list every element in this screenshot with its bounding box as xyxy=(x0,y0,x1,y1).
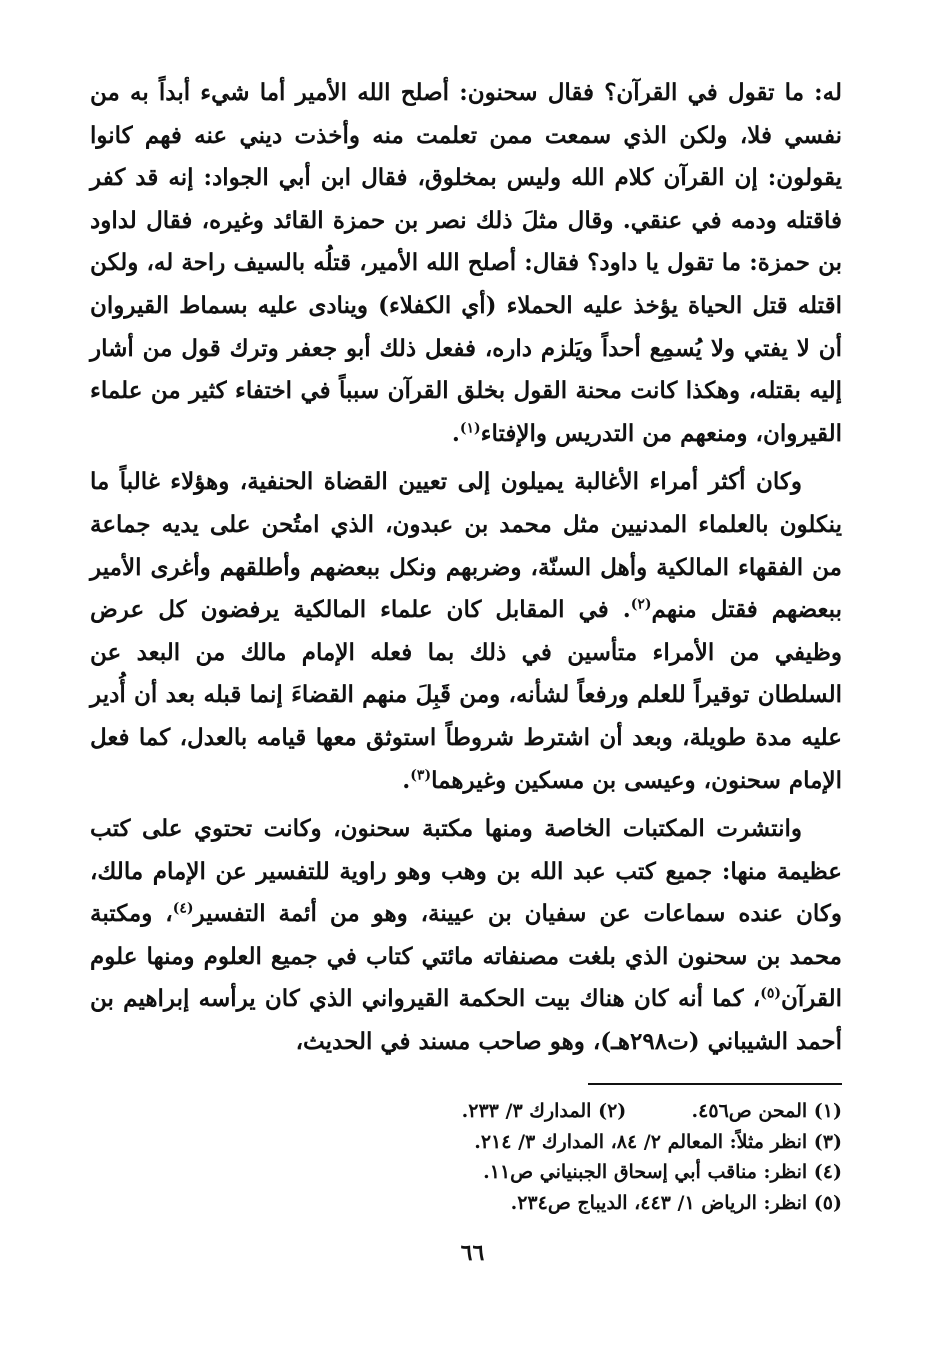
paragraph-text: . في المقابل كان علماء المالكية يرفضون كل عرض وظيفي من الأمراء متأسين في ذلك بما فعله الإمام مالك من البعد عن السلطان توقيراً للعلم ورفعاً لشأنه، ومن قَبِلَ منهم القضاءَ إنما قبله بعد أن أُدير عليه مدة طويلة، وبعد أن اشترط شروطاً استوثق معها قيامه بالعدل، كما فعل الإمام سحنون، وعيسى بن مسكين وغيرهما xyxy=(90,596,842,794)
footnote-text: المحن ص٤٥٦. xyxy=(691,1100,808,1122)
footnotes xyxy=(300,1096,842,1218)
paragraph-end: . xyxy=(451,419,460,447)
footnote-number: (٢) xyxy=(598,1100,627,1122)
footnote-separator xyxy=(588,1083,842,1085)
footnote-text: انظر مثلاً: المعالم ٢/ ٨٤، المدارك ٣/ ٢١٤. xyxy=(474,1130,808,1153)
paragraph-1 xyxy=(90,72,842,455)
footnote-row-3 xyxy=(300,1127,842,1158)
footnote-number: (١) xyxy=(813,1100,842,1122)
paragraph-3 xyxy=(90,808,842,1064)
paragraph-text: له: ما تقول في القرآن؟ فقال سحنون: أصلح الله الأمير أما شيء أبداً به من نفسي فلا، ولكن الذي سمعت ممن تعلمت منه وأخذت ديني عنه فهم كانوا يقولون: إن القرآن كلام الله وليس بمخلوق، فقال ابن أبي الجواد: إنه قد كفر فاقتله ودمه في عنقي. وقال مثلَ ذلك نصر بن حمزة القائد وغيره، فقال لداود بن حمزة: ما تقول يا داود؟ فقال: أصلح الله الأمير، قتلُه بالسيف راحة له، ولكن اقتله قتل الحياة يؤخذ عليه الحملاء (أي الكفلاء) وينادى عليه بسماط القيروان أن لا يفتي ولا يُسمِع أحداً ويَلزم داره، ففعل ذلك أبو جعفر وترك قول من أشار إليه بقتله، وهكذا كانت محنة القول بخلق القرآن سبباً في اختفاء كثير من علماء القيروان، ومنعهم من التدريس والإفتاء xyxy=(90,79,842,447)
paragraph-text: ، ومكتبة محمد بن سحنون الذي بلغت مصنفاته مائتي كتاب في جميع العلوم ومنها علوم القرآن xyxy=(90,900,842,1013)
footnote-ref: (٥) xyxy=(760,985,781,1002)
footnote-row-4 xyxy=(300,1157,842,1188)
footnote-row-5 xyxy=(300,1188,842,1219)
footnote-number: (٣) xyxy=(813,1130,842,1153)
footnote-ref: (٤) xyxy=(172,900,194,917)
page-number: ٦٦ xyxy=(460,1240,485,1266)
footnote-row-1-2 xyxy=(300,1096,842,1127)
footnote-ref: (٣) xyxy=(410,766,432,783)
footnote-number: (٤) xyxy=(813,1161,842,1183)
footnote-number: (٥) xyxy=(813,1191,842,1214)
main-text xyxy=(90,72,842,1064)
paragraph-text: وانتشرت المكتبات الخاصة ومنها مكتبة سحنون، وكانت تحتوي على كتب عظيمة منها: جميع كتب عبد الله بن وهب وهو راوية للتفسير عن الإمام مالك، وكان عنده سماعات عن سفيان بن عيينة، وهو من أئمة التفسير xyxy=(90,815,842,928)
footnote-text: انظر: الرياض ١/ ٤٤٣، الديباج ص٢٣٤. xyxy=(510,1191,808,1214)
paragraph-2 xyxy=(90,461,842,802)
footnote-ref: (٢) xyxy=(630,596,652,613)
footnote-text: المدارك ٣/ ٢٣٣. xyxy=(461,1100,592,1122)
paragraph-text: وكان أكثر أمراء الأغالبة يميلون إلى تعيين القضاة الحنفية، وهؤلاء غالباً ما ينكلون بالعلماء المدنيين مثل محمد بن عبدون، الذي امتُحن على يديه جماعة من الفقهاء المالكية وأهل السنّة، وضربهم ونكل ببعضهم وأطلقهم وأغرى الأمير ببعضهم فقتل منهم xyxy=(90,468,842,624)
footnote-ref: (١) xyxy=(459,420,481,437)
footnote-text: انظر: مناقب أبي إسحاق الجبنياني ص١١. xyxy=(483,1161,808,1183)
paragraph-text: ، كما أنه كان هناك بيت الحكمة القيرواني الذي كان يرأسه إبراهيم بن أحمد الشيباني (ت٢٩٨هـ)، وهو صاحب مسند في الحديث، xyxy=(90,985,842,1056)
paragraph-end: . xyxy=(402,766,411,794)
